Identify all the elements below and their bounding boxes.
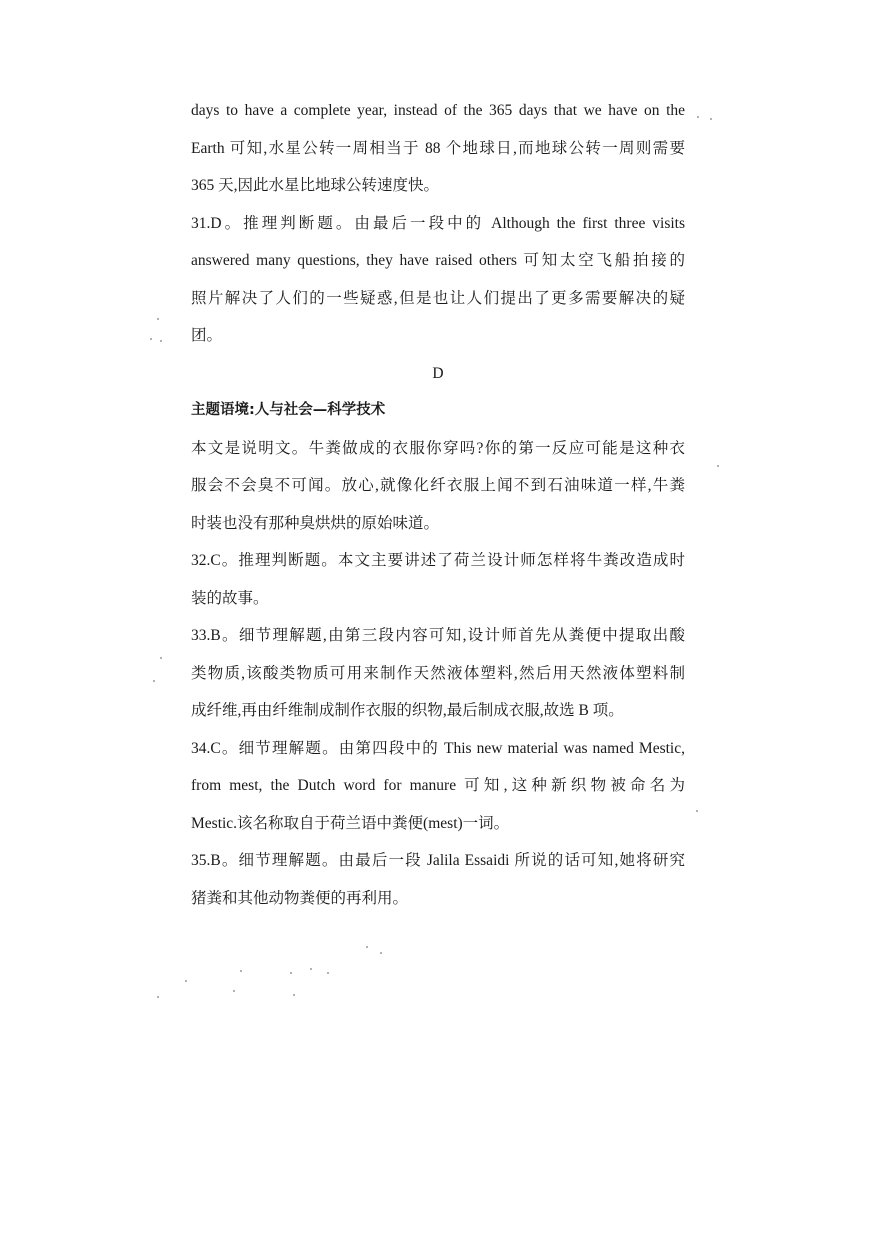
answer-34-line: from mest, the Dutch word for manure 可知,这种新织物被命名为 (191, 777, 685, 794)
scan-speck (150, 338, 152, 340)
intro-line: 时装也没有那种臭烘烘的原始味道。 (191, 514, 440, 532)
answer-33-line: 类物质,该酸类物质可用来制作天然液体塑料,然后用天然液体塑料制 (191, 664, 685, 682)
answer-31-line: 31.D。推理判断题。由最后一段中的 Although the first three visits (191, 214, 685, 232)
scan-speck (380, 952, 382, 954)
scan-speck (157, 318, 159, 320)
answer-34-line: Mestic.该名称取自于荷兰语中粪便(mest)一词。 (191, 814, 510, 832)
answer-33-line: 成纤维,再由纤维制成制作衣服的织物,最后制成衣服,故选 B 项。 (191, 702, 624, 719)
scan-speck (290, 972, 292, 974)
text-line: Earth 可知,水星公转一周相当于 88 个地球日,而地球公转一周则需要 (191, 139, 685, 157)
intro-line: 服会不会臭不可闻。放心,就像化纤衣服上闻不到石油味道一样,牛粪 (191, 477, 685, 494)
scan-speck (366, 946, 368, 948)
text-line: days to have a complete year, instead of the 365 days that we have on the (191, 102, 685, 119)
scan-speck (696, 810, 698, 812)
section-heading: D (432, 364, 444, 382)
scan-speck (697, 116, 699, 118)
answer-31-line: answered many questions, they have raised others 可知太空飞船拍接的 (191, 252, 685, 269)
answer-32-line: 32.C。推理判断题。本文主要讲述了荷兰设计师怎样将牛粪改造成时 (191, 552, 685, 569)
answer-31-line: 照片解决了人们的一些疑惑,但是也让人们提出了更多需要解决的疑 (191, 289, 685, 307)
scan-speck (710, 118, 712, 120)
scan-speck (160, 340, 162, 342)
answer-35-line: 35.B。细节理解题。由最后一段 Jalila Essaidi 所说的话可知,她将研究 (191, 852, 685, 869)
theme-heading: 主题语境:人与社会—科学技术 (191, 402, 386, 418)
answer-33-line: 33.B。细节理解题,由第三段内容可知,设计师首先从粪便中提取出酸 (191, 627, 685, 644)
answer-34-line: 34.C。细节理解题。由第四段中的 This new material was named Mestic, (191, 739, 685, 757)
scan-speck (185, 980, 187, 982)
scan-speck (240, 970, 242, 972)
answer-32-line: 装的故事。 (191, 589, 269, 607)
answer-35-line: 猪粪和其他动物粪便的再利用。 (191, 889, 409, 907)
answer-key-text (191, 92, 685, 917)
text-line: 365 天,因此水星比地球公转速度快。 (191, 177, 440, 194)
scan-speck (153, 680, 155, 682)
scan-speck (717, 465, 719, 467)
answer-31-line: 团。 (191, 327, 223, 344)
scan-speck (160, 657, 162, 659)
intro-line: 本文是说明文。牛粪做成的衣服你穿吗?你的第一反应可能是这种衣 (191, 439, 685, 457)
scan-speck (310, 968, 312, 970)
scan-speck (233, 990, 235, 992)
scan-speck (327, 972, 329, 974)
scan-speck (157, 996, 159, 998)
scan-speck (293, 994, 295, 996)
